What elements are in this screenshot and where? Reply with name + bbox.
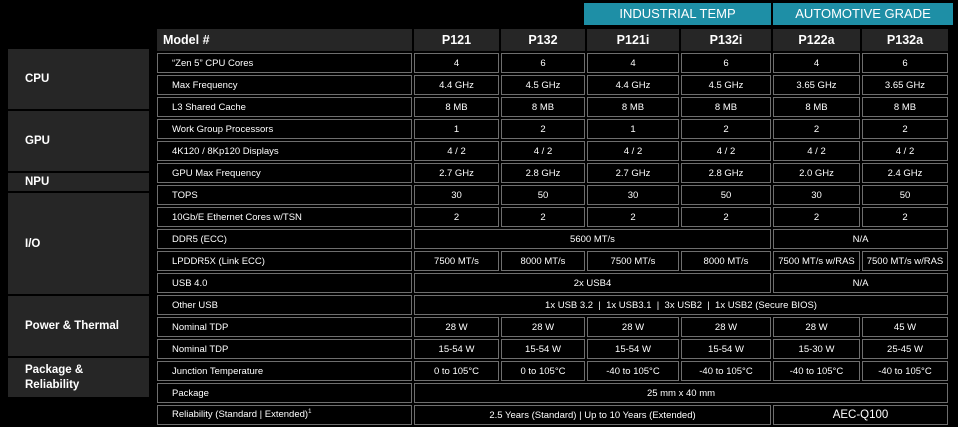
table-cell: 28 W <box>587 317 679 337</box>
table-cell: 15-54 W <box>414 339 499 359</box>
table-cell: 4.4 GHz <box>414 75 499 95</box>
table-row <box>157 251 948 271</box>
row-label: Nominal TDP <box>157 339 412 359</box>
row-label: Package <box>157 383 412 403</box>
category-package-line1: Package & <box>25 363 84 376</box>
table-row <box>157 163 948 183</box>
table-cell: 30 <box>773 185 860 205</box>
category-package-line2: Reliability <box>25 378 80 391</box>
row-label: Other USB <box>157 295 412 315</box>
table-cell: 45 W <box>862 317 948 337</box>
model-p122a: P122a <box>773 29 860 51</box>
table-row <box>157 119 948 139</box>
table-cell: -40 to 105°C <box>681 361 771 381</box>
category-npu: NPU <box>8 173 149 191</box>
model-p121i: P121i <box>587 29 679 51</box>
table-cell: 2.8 GHz <box>681 163 771 183</box>
table-cell: 50 <box>501 185 585 205</box>
table-cell: 8000 MT/s <box>501 251 585 271</box>
table-row <box>157 75 948 95</box>
table-cell: 6 <box>681 53 771 73</box>
table-cell: 7500 MT/s <box>587 251 679 271</box>
table-cell: 28 W <box>681 317 771 337</box>
table-cell-merged: AEC-Q100 <box>773 405 948 425</box>
table-cell: 50 <box>681 185 771 205</box>
row-label: USB 4.0 <box>157 273 412 293</box>
table-row <box>157 53 948 73</box>
table-cell-merged: 2.5 Years (Standard) | Up to 10 Years (Extended) <box>414 405 771 425</box>
model-label: Model # <box>157 29 412 51</box>
table-cell: 2 <box>501 207 585 227</box>
table-cell: 2 <box>414 207 499 227</box>
table-row <box>157 141 948 161</box>
row-label: GPU Max Frequency <box>157 163 412 183</box>
table-row <box>157 383 948 403</box>
table-row <box>157 339 948 359</box>
table-cell: 2 <box>773 207 860 227</box>
row-label <box>157 405 412 425</box>
row-label: L3 Shared Cache <box>157 97 412 117</box>
table-cell: 1 <box>587 119 679 139</box>
table-cell: 7500 MT/s w/RAS <box>773 251 860 271</box>
table-cell: 4 <box>414 53 499 73</box>
table-cell: 7500 MT/s w/RAS <box>862 251 948 271</box>
row-label: Max Frequency <box>157 75 412 95</box>
category-cpu: CPU <box>8 49 149 109</box>
table-cell: 2.0 GHz <box>773 163 860 183</box>
table-cell: 50 <box>862 185 948 205</box>
table-cell: 30 <box>414 185 499 205</box>
model-p132i: P132i <box>681 29 771 51</box>
model-p132: P132 <box>501 29 585 51</box>
table-row <box>157 97 948 117</box>
table-cell: 1 <box>414 119 499 139</box>
table-cell: 15-54 W <box>501 339 585 359</box>
model-p132a: P132a <box>862 29 948 51</box>
table-row <box>157 405 948 425</box>
table-cell: 4 / 2 <box>773 141 860 161</box>
table-cell: 2.7 GHz <box>587 163 679 183</box>
reliability-label: Reliability (Standard | Extended) <box>172 409 309 421</box>
table-cell: 2 <box>681 207 771 227</box>
table-cell: 30 <box>587 185 679 205</box>
table-cell: 8 MB <box>681 97 771 117</box>
table-cell-merged: N/A <box>773 273 948 293</box>
automotive-grade-header: AUTOMOTIVE GRADE <box>773 3 953 25</box>
row-label: Work Group Processors <box>157 119 412 139</box>
table-cell: 8 MB <box>501 97 585 117</box>
table-cell: 4.4 GHz <box>587 75 679 95</box>
table-row <box>157 295 948 315</box>
table-cell: 2 <box>862 207 948 227</box>
table-cell-merged: 25 mm x 40 mm <box>414 383 948 403</box>
footnote-marker: 1 <box>308 409 312 416</box>
row-label: LPDDR5X (Link ECC) <box>157 251 412 271</box>
table-cell: -40 to 105°C <box>862 361 948 381</box>
table-cell: 6 <box>862 53 948 73</box>
table-cell: 2 <box>501 119 585 139</box>
table-cell: 4 / 2 <box>681 141 771 161</box>
table-cell: 8 MB <box>414 97 499 117</box>
table-row <box>157 207 948 227</box>
category-gpu: GPU <box>8 111 149 171</box>
table-cell: 2 <box>862 119 948 139</box>
table-cell: 4 / 2 <box>862 141 948 161</box>
table-cell: 28 W <box>414 317 499 337</box>
table-cell: 28 W <box>773 317 860 337</box>
table-cell: 15-54 W <box>681 339 771 359</box>
table-cell: 6 <box>501 53 585 73</box>
table-row <box>157 273 948 293</box>
table-cell: 3.65 GHz <box>773 75 860 95</box>
table-cell: 2.7 GHz <box>414 163 499 183</box>
table-row <box>157 361 948 381</box>
table-row <box>157 229 948 249</box>
row-label: 10Gb/E Ethernet Cores w/TSN <box>157 207 412 227</box>
table-cell: 2.8 GHz <box>501 163 585 183</box>
table-cell: 4 / 2 <box>414 141 499 161</box>
category-package-reliability <box>8 358 149 397</box>
table-cell: 4 / 2 <box>501 141 585 161</box>
table-cell-merged: 5600 MT/s <box>414 229 771 249</box>
table-cell: 0 to 105°C <box>414 361 499 381</box>
table-cell: 2 <box>587 207 679 227</box>
table-cell: 25-45 W <box>862 339 948 359</box>
table-cell: 8 MB <box>773 97 860 117</box>
table-cell: 2.4 GHz <box>862 163 948 183</box>
table-cell: 4 <box>773 53 860 73</box>
model-p121: P121 <box>414 29 499 51</box>
table-cell: 4 / 2 <box>587 141 679 161</box>
table-cell-merged: 2x USB4 <box>414 273 771 293</box>
industrial-temp-header: INDUSTRIAL TEMP <box>584 3 771 25</box>
table-cell: 28 W <box>501 317 585 337</box>
table-cell-merged: N/A <box>773 229 948 249</box>
table-cell: -40 to 105°C <box>587 361 679 381</box>
row-label: “Zen 5” CPU Cores <box>157 53 412 73</box>
row-label: 4K120 / 8Kp120 Displays <box>157 141 412 161</box>
table-cell: 8 MB <box>862 97 948 117</box>
category-power-thermal: Power & Thermal <box>8 296 149 356</box>
row-label: TOPS <box>157 185 412 205</box>
table-cell: -40 to 105°C <box>773 361 860 381</box>
row-label: Junction Temperature <box>157 361 412 381</box>
header-row <box>157 29 948 51</box>
table-row <box>157 317 948 337</box>
table-cell: 8000 MT/s <box>681 251 771 271</box>
table-cell: 2 <box>681 119 771 139</box>
table-cell: 15-54 W <box>587 339 679 359</box>
table-cell: 2 <box>773 119 860 139</box>
table-cell: 4.5 GHz <box>681 75 771 95</box>
table-cell: 4.5 GHz <box>501 75 585 95</box>
category-io: I/O <box>8 193 149 294</box>
row-label: Nominal TDP <box>157 317 412 337</box>
spec-table <box>155 27 950 427</box>
table-cell: 0 to 105°C <box>501 361 585 381</box>
table-cell: 15-30 W <box>773 339 860 359</box>
table-cell: 7500 MT/s <box>414 251 499 271</box>
table-row <box>157 185 948 205</box>
table-cell-merged: 1x USB 3.2 | 1x USB3.1 | 3x USB2 | 1x USB2 (Secure BIOS) <box>414 295 948 315</box>
row-label: DDR5 (ECC) <box>157 229 412 249</box>
table-cell: 8 MB <box>587 97 679 117</box>
table-cell: 4 <box>587 53 679 73</box>
table-cell: 3.65 GHz <box>862 75 948 95</box>
